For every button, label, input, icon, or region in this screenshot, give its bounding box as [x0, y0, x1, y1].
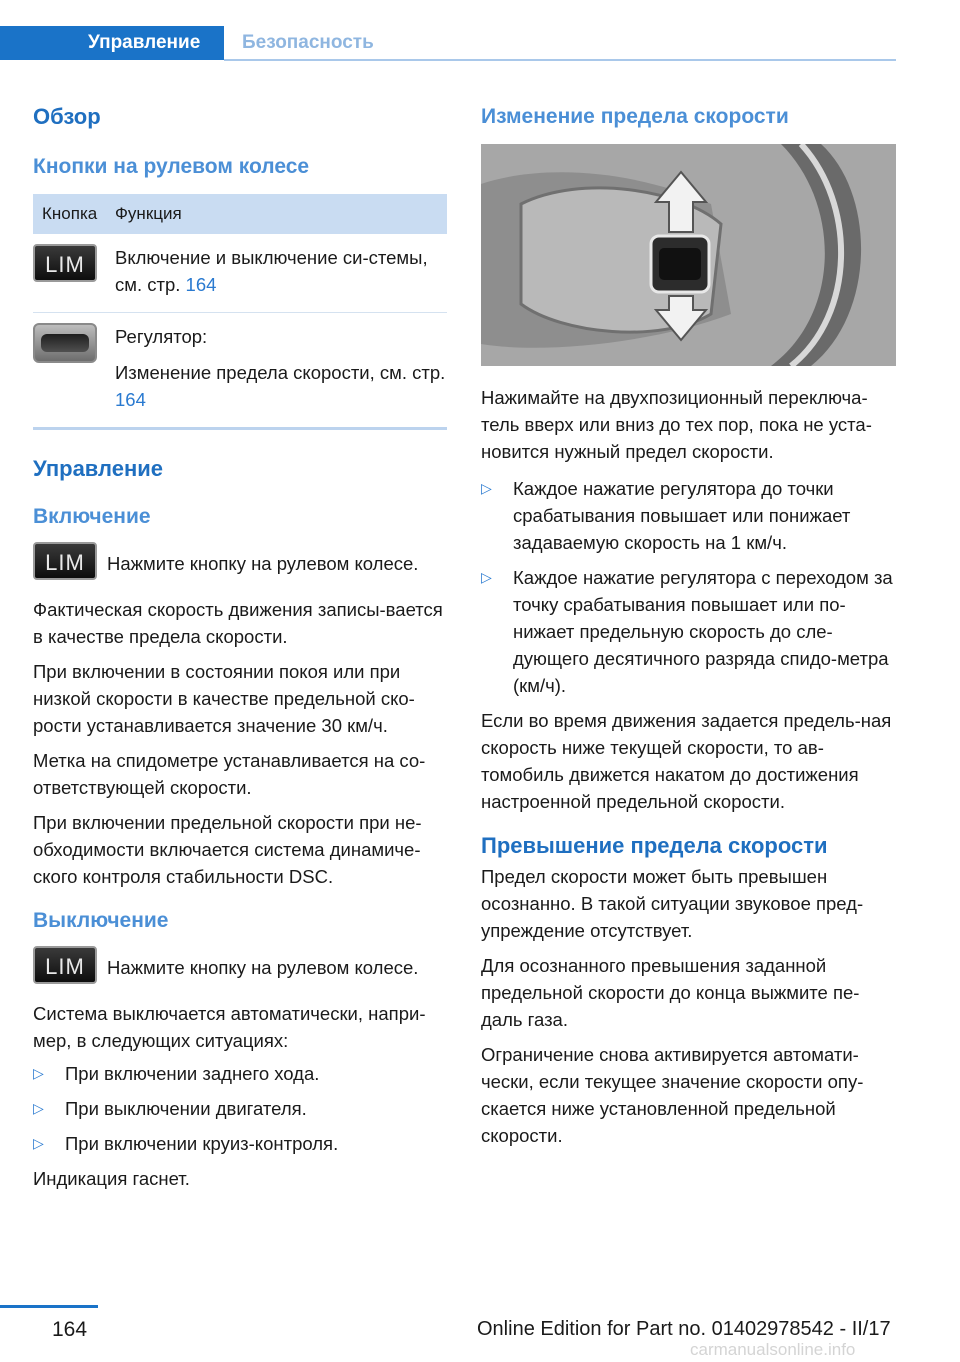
switch-on-instruction [33, 542, 447, 580]
lim-button-icon: LIM [33, 946, 97, 984]
heading-overview: Обзор [33, 104, 101, 129]
paragraph: Ограничение снова активируется автомати-чески, если текущее значение скорости опу-скается ниже установленной предельной скорости. [481, 1044, 864, 1146]
tab-underline [224, 59, 896, 61]
right-column [481, 100, 896, 1149]
paragraph: Фактическая скорость движения записы-вается в качестве предела скорости. [33, 599, 443, 647]
paragraph: При включении в состоянии покоя или при низкой скорости в качестве предельной ско-рости устанавливается значение 30 км/ч. [33, 661, 415, 736]
triangle-bullet-icon: ▷ [33, 1100, 44, 1116]
paragraph: Предел скорости может быть превышен осознанно. В такой ситуации звуковое пред-упреждение отсутствует. [481, 866, 864, 941]
heading-change-limit: Изменение предела скорости [481, 105, 789, 128]
tab-controls[interactable]: Управление [0, 26, 224, 60]
triangle-bullet-icon: ▷ [481, 569, 492, 585]
list-item: ▷ Каждое нажатие регулятора с переходом за точку срабатывания повышает или по-нижает предельную скорость до сле-дующего десятичного разряда спидо-метра (км/ч). [481, 564, 896, 699]
paragraph: Для осознанного превышения заданной предельной скорости до конца выжмите пе-даль газа. [481, 955, 860, 1030]
heading-switch-off: Выключение [33, 909, 169, 932]
paragraph: Метка на спидометре устанавливается на со-ответствующей скорости. [33, 750, 426, 798]
paragraph: Если во время движения задается предель-ная скорость ниже текущей скорости, то ав-томобиль движется накатом до достижения настроенной предельной скорости. [481, 710, 892, 812]
paragraph: Система выключается автоматически, напри-мер, в следующих ситуациях: [33, 1003, 426, 1051]
switch-on-text: Нажмите кнопку на рулевом колесе. [107, 553, 419, 574]
heading-steering-buttons: Кнопки на рулевом колесе [33, 155, 310, 178]
header-button: Кнопка [42, 204, 98, 223]
function-table [33, 194, 447, 430]
edition-info: Online Edition for Part no. 01402978542 - II/17 [477, 1318, 891, 1340]
heading-control: Управление [33, 456, 164, 481]
row2-text: Изменение предела скорости, см. стр. [115, 362, 446, 383]
row2-title: Регулятор: [115, 326, 208, 347]
switch-off-text: Нажмите кнопку на рулевом колесе. [107, 957, 419, 978]
watermark: carmanualsonline.info [690, 1340, 856, 1359]
lim-button-icon: LIM [33, 542, 97, 580]
lim-button-icon: LIM [33, 244, 97, 282]
triangle-bullet-icon: ▷ [481, 480, 492, 496]
list-item: ▷ При включении круиз-контроля. [33, 1130, 447, 1157]
page-link[interactable]: 164 [115, 389, 146, 410]
table-row [33, 234, 447, 313]
page-link[interactable]: 164 [185, 274, 217, 295]
paragraph: Нажимайте на двухпозиционный переключа-тель вверх или вниз до тех пор, пока не уста-новится нужный предел скорости. [481, 387, 872, 462]
rocker-switch-icon [33, 323, 97, 363]
triangle-bullet-icon: ▷ [33, 1135, 44, 1151]
row1-text: Включение и выключение си-стемы, см. стр. [115, 247, 428, 295]
page-number: 164 [52, 1318, 88, 1341]
heading-exceed-limit: Превышение предела скорости [481, 833, 828, 858]
top-navigation [0, 0, 960, 62]
steering-wheel-illustration [481, 144, 896, 366]
situation-list [33, 1060, 447, 1157]
tab-safety[interactable]: Безопасность [242, 32, 374, 53]
list-item: ▷ При включении заднего хода. [33, 1060, 447, 1087]
table-header [33, 194, 447, 234]
heading-switch-on: Включение [33, 505, 151, 528]
left-column [33, 100, 447, 1192]
switch-off-instruction [33, 946, 447, 984]
steering-wheel-photo [481, 144, 896, 366]
step-list [481, 475, 896, 699]
paragraph: Индикация гаснет. [33, 1168, 190, 1189]
header-function: Функция [115, 204, 182, 223]
list-item: ▷ Каждое нажатие регулятора до точки срабатывания повышает или понижает задаваемую скорость на 1 км/ч. [481, 475, 896, 556]
list-item: ▷ При выключении двигателя. [33, 1095, 447, 1122]
row-description [115, 323, 447, 413]
footer-accent-line [0, 1305, 98, 1308]
triangle-bullet-icon: ▷ [33, 1065, 44, 1081]
paragraph: При включении предельной скорости при не-обходимости включается система динамиче-ского контроля стабильности DSC. [33, 812, 422, 887]
table-row [33, 313, 447, 430]
row-description [115, 244, 447, 298]
